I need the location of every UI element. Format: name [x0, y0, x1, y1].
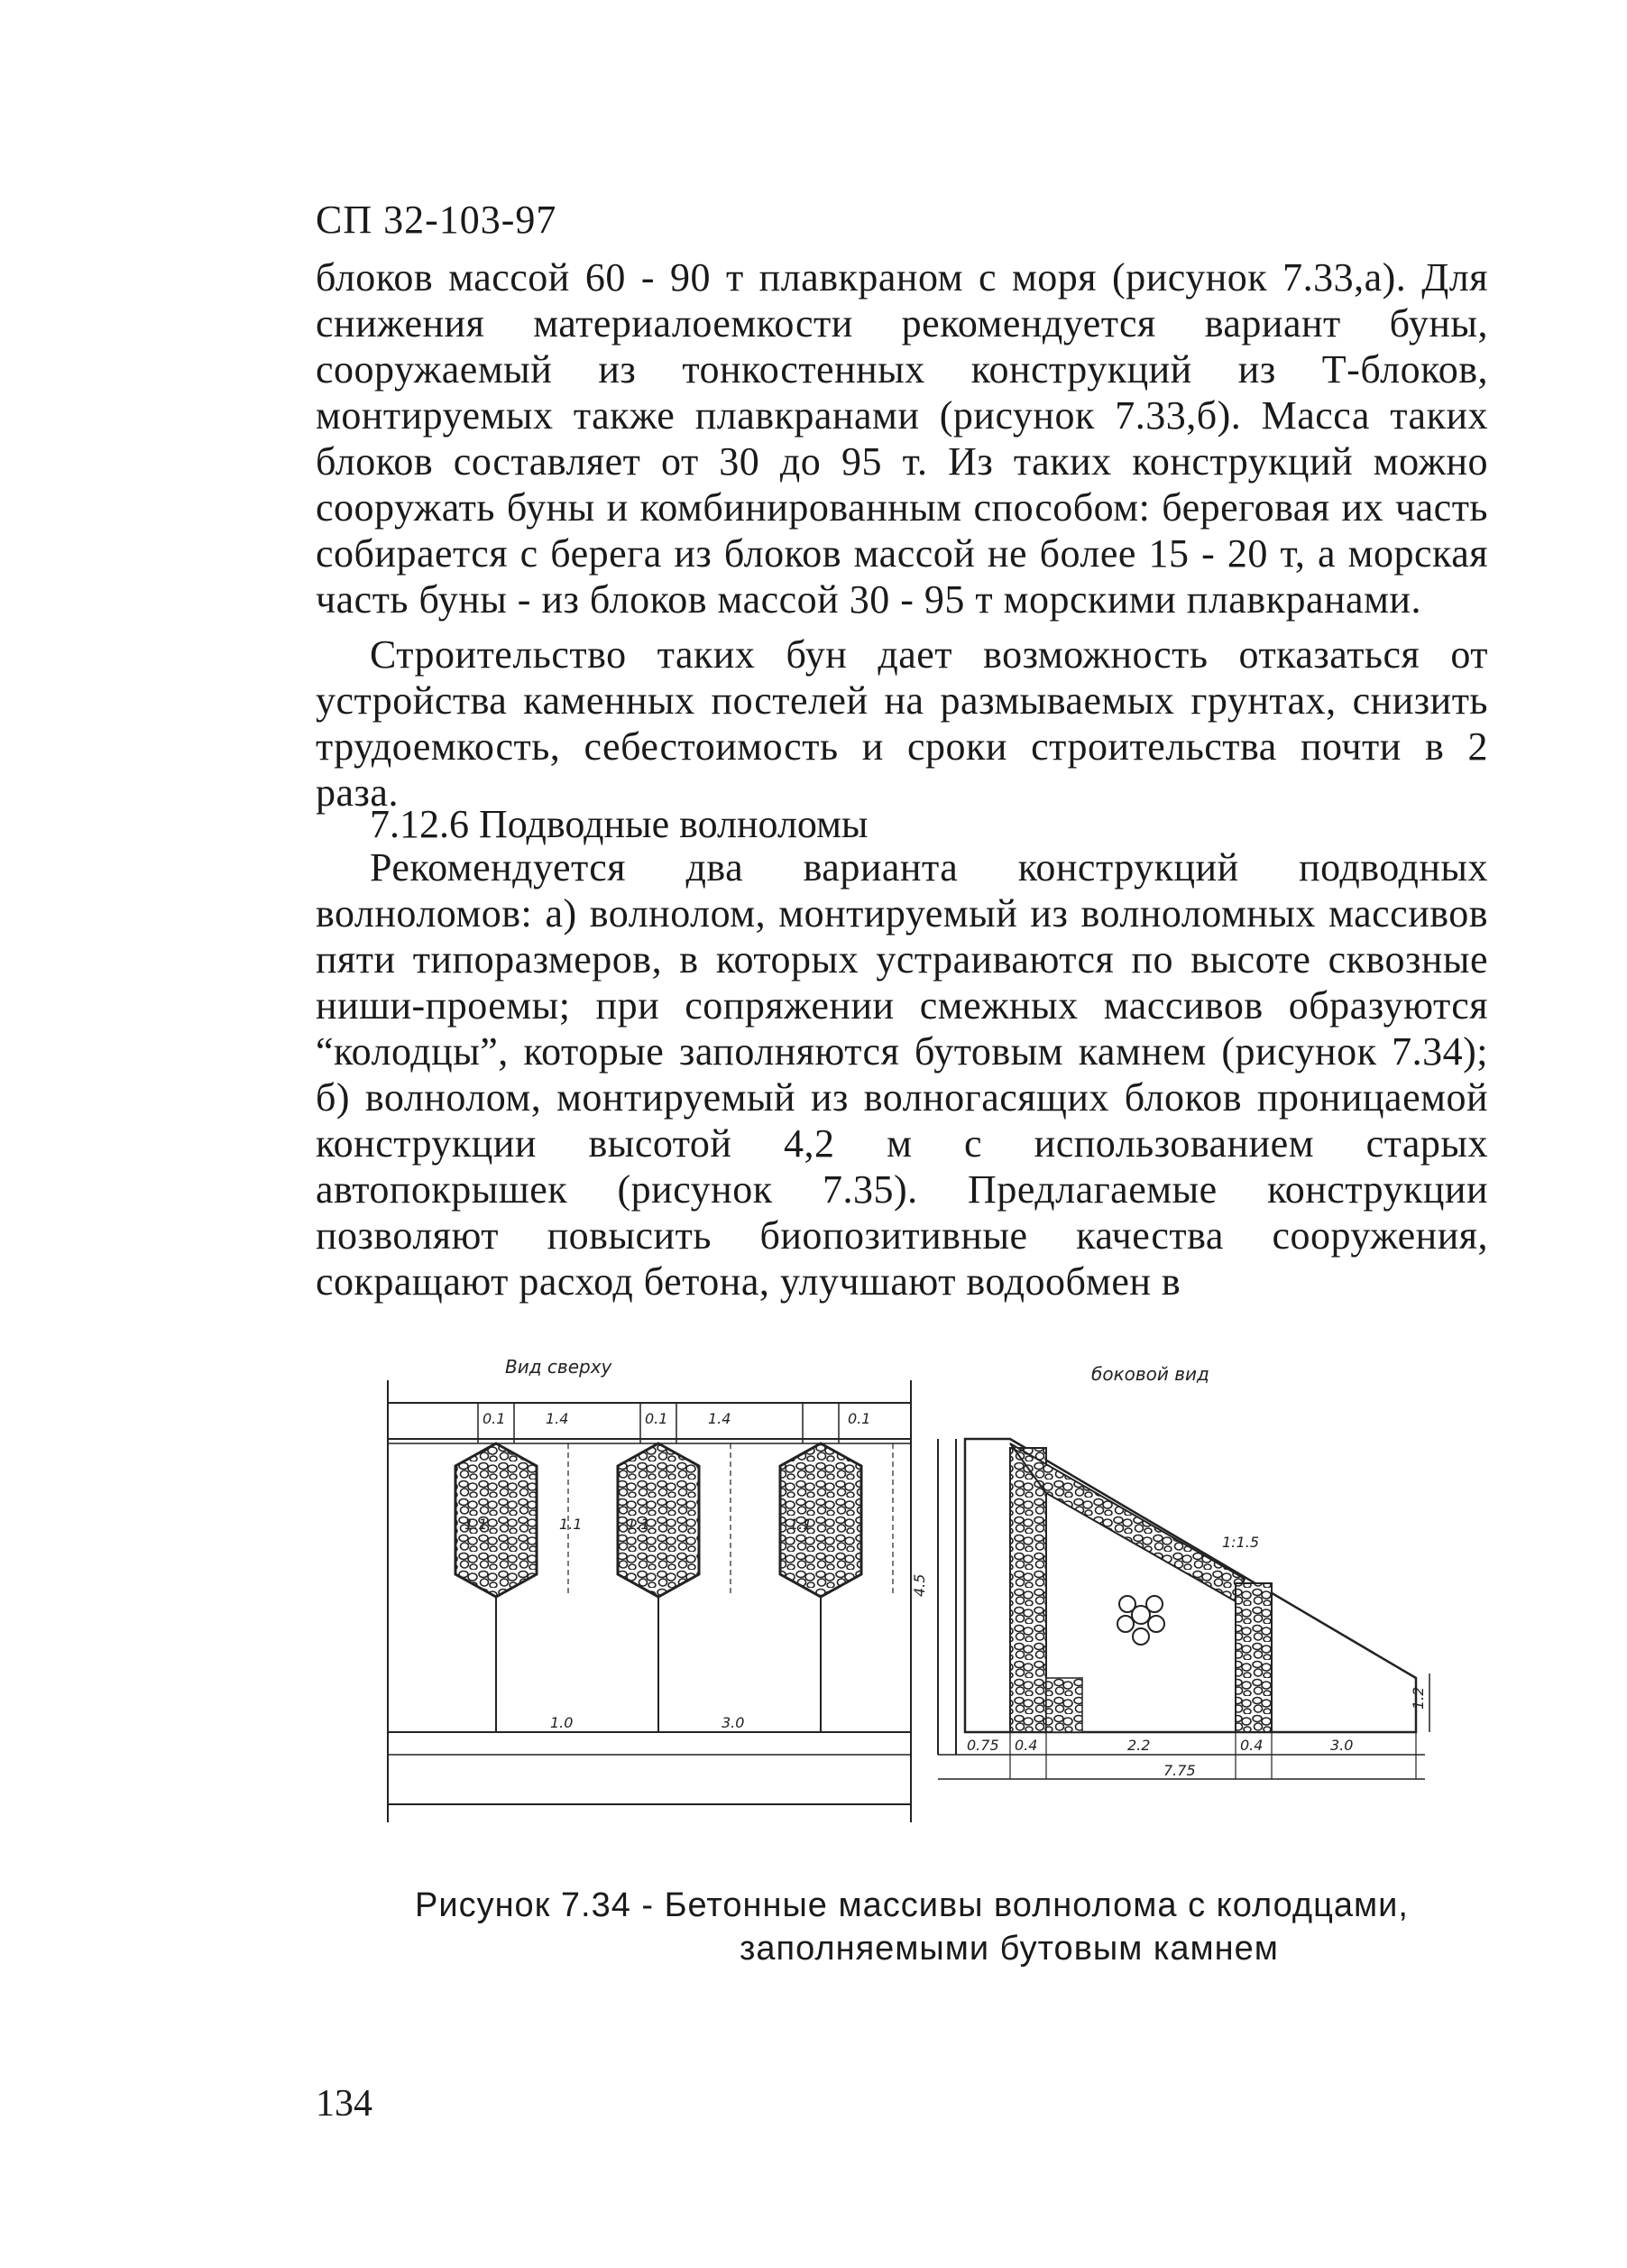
top-dim-h2: 1.1 [559, 1516, 583, 1533]
side-dim-right-height: 1.2 [1410, 1686, 1427, 1710]
stone-cluster [1117, 1596, 1164, 1645]
side-dim-total: 7.75 [1163, 1762, 1196, 1779]
figure-7-34 [379, 1353, 1497, 1840]
top-view [388, 1356, 911, 1822]
side-dim-b4: 0.4 [1240, 1737, 1264, 1754]
side-view [911, 1363, 1429, 1779]
paragraph-breakwater-variants: Рекомендуется два варианта конструкций подводных волноломов: а) волнолом, монтируемый из волноломных массивов пяти типоразмеров, в которых устраиваются по высоте сквозные ниши-проемы; при сопряжении смежных массивов образуются “колодцы”, которые заполняются бутовым камнем (рисунок 7.34); б) волнолом, монтируемый из волногасящих блоков проницаемой конструкции высотой 4,2 м с использованием старых автопокрышек (рисунок 7.35). Предлагаемые конструкции позволяют повысить биопозитивные качества сооружения, сокращают расход бетона, улучшают водообмен в [316, 845, 1488, 1304]
section-heading: 7.12.6 Подводные волноломы [370, 802, 869, 846]
side-dim-b5: 3.0 [1330, 1737, 1354, 1754]
page-number: 134 [316, 2083, 372, 2125]
side-view-label: боковой вид [1091, 1363, 1209, 1385]
top-view-label: Вид сверху [505, 1356, 612, 1378]
top-dim-d2: 1.4 [546, 1410, 569, 1427]
top-dim-h1: 1.1 [464, 1516, 488, 1533]
side-dim-slope: 1:1.5 [1222, 1534, 1260, 1551]
caption-line-2: заполняемыми бутовым камнем [740, 1930, 1279, 1968]
paragraph-construction-benefits: Строительство таких бун дает возможность отказаться от устройства каменных постелей на размываемых грунтах, снизить трудоемкость, себестоимость и сроки строительства почти в 2 раза. [316, 632, 1488, 815]
top-dim-d4: 1.4 [708, 1410, 731, 1427]
top-dim-h3: 1.1 [627, 1516, 650, 1533]
side-dim-b2: 0.4 [1015, 1737, 1038, 1754]
top-dim-d3: 0.1 [645, 1410, 668, 1427]
side-dim-b1: 0.75 [967, 1737, 999, 1754]
caption-line-1: Рисунок 7.34 - Бетонные массивы волнолома с колодцами, [415, 1886, 1409, 1924]
top-dim-h4: 1.1 [789, 1516, 813, 1533]
document-code-header: СП 32-103-97 [316, 198, 557, 242]
top-span-2: 3.0 [722, 1714, 745, 1731]
paragraph-buny-blocks: блоков массой 60 - 90 т плавкраном с моря (рисунок 7.33,а). Для снижения материалоемкости рекомендуется вариант буны, сооружаемый из тонкостенных конструкций из Т-блоков, монтируемых также плавкранами (рисунок 7.33,б). Масса таких блоков составляет от 30 до 95 т. Из таких конструкций можно сооружать буны и комбинированным способом: береговая их часть собирается с берега из блоков массой не более 15 - 20 т, а морская часть буны - из блоков массой 30 - 95 т морскими плавкранами. [316, 255, 1488, 622]
top-span-1: 1.0 [550, 1714, 574, 1731]
breakwater-drawing [379, 1353, 1497, 1840]
figure-caption [415, 1884, 1497, 1970]
top-dim-d1: 0.1 [483, 1410, 506, 1427]
top-dim-d5: 0.1 [848, 1410, 871, 1427]
side-dim-b3: 2.2 [1127, 1737, 1151, 1754]
side-dim-height: 4.5 [911, 1573, 928, 1597]
